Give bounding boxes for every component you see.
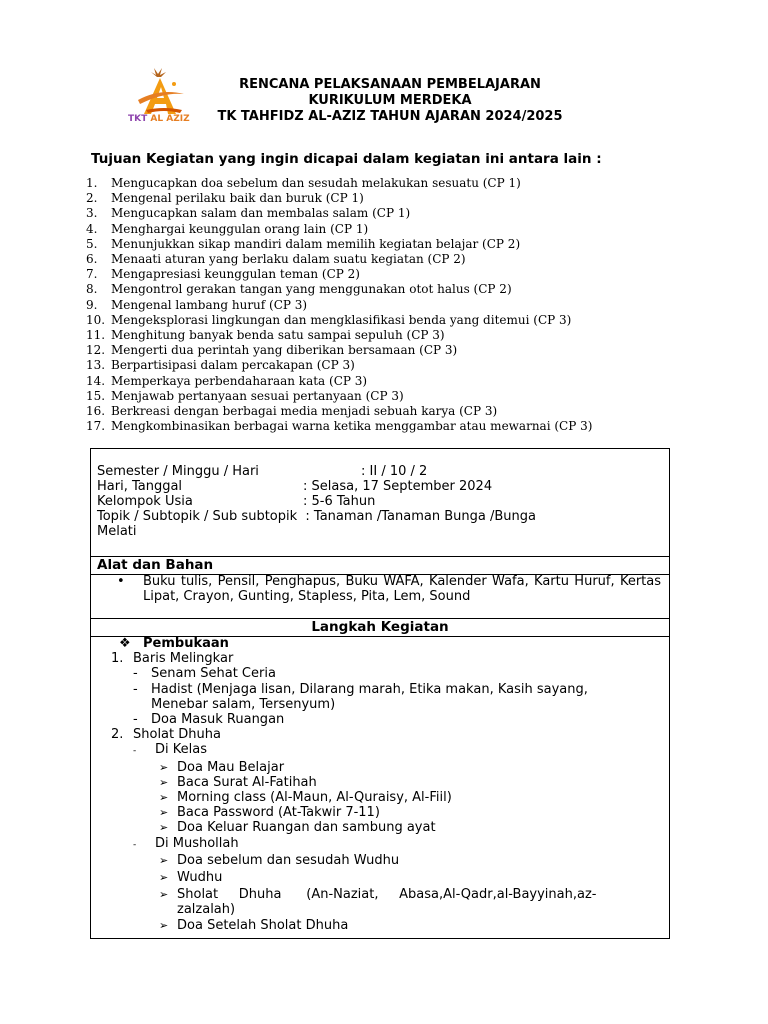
semester-label: Semester / Minggu / Hari xyxy=(97,464,259,479)
dash-bullet: - xyxy=(133,839,137,850)
step-1 xyxy=(91,651,669,666)
step-1a-label: Senam Sehat Ceria xyxy=(151,666,276,682)
mushollah-item-3-line-2: zalzalah) xyxy=(177,902,236,918)
goal-item xyxy=(86,206,592,221)
goal-number: 14. xyxy=(86,373,106,388)
step-1b-line-2: Menebar salam, Tersenyum) xyxy=(151,696,336,712)
kelas-row xyxy=(91,742,669,759)
goal-text: Mengucapkan salam dan membalas salam (CP 1) xyxy=(111,206,411,221)
kelas-item-1 xyxy=(91,760,669,775)
goals-heading: Tujuan Kegiatan yang ingin dicapai dalam kegiatan ini antara lain : xyxy=(91,151,602,167)
goal-number: 12. xyxy=(86,343,106,358)
goal-number: 7. xyxy=(86,267,98,282)
semester-row xyxy=(97,464,663,479)
arrow-bullet-icon: ➢ xyxy=(159,791,169,805)
step-1-label: Baris Melingkar xyxy=(133,651,234,667)
kelas-item-3-label: Morning class (Al-Maun, Al-Quraisy, Al-Fiil) xyxy=(177,790,452,806)
kelas-item-5-label: Doa Keluar Ruangan dan sambung ayat xyxy=(177,820,436,836)
arrow-bullet-icon: ➢ xyxy=(159,853,169,867)
semester-value: : II / 10 / 2 xyxy=(361,464,428,479)
mushollah-row xyxy=(91,836,669,853)
date-row xyxy=(97,479,663,494)
logo-text-alaziz: AL AZIZ xyxy=(150,114,190,124)
goal-number: 8. xyxy=(86,282,98,297)
mushollah-item-4 xyxy=(91,918,669,933)
goal-number: 9. xyxy=(86,297,98,312)
goal-item xyxy=(86,222,592,237)
age-value: : 5-6 Tahun xyxy=(303,494,376,509)
dash-bullet: - xyxy=(133,746,137,757)
kelas-item-1-label: Doa Mau Belajar xyxy=(177,759,285,775)
goal-number: 10. xyxy=(86,312,106,327)
goal-item xyxy=(86,237,592,252)
kelas-item-4 xyxy=(91,805,669,820)
goal-text: Memperkaya perbendaharaan kata (CP 3) xyxy=(111,373,368,388)
tools-text: Buku tulis, Pensil, Penghapus, Buku WAFA, Kalender Wafa, Kartu Huruf, Kertas Lipat, Crayon, Gunting, Stapless, Pita, Lem, Sound xyxy=(143,574,661,604)
goal-number: 4. xyxy=(86,221,98,236)
opening-row xyxy=(91,636,669,651)
goal-item xyxy=(86,404,592,419)
kelas-item-5 xyxy=(91,820,669,835)
step-1b xyxy=(91,682,669,697)
mushollah-item-3-cont xyxy=(91,902,669,917)
goal-number: 5. xyxy=(86,236,98,251)
goal-number: 17. xyxy=(86,419,106,434)
dash-bullet: - xyxy=(133,712,138,728)
goal-text: Mengerti dua perintah yang diberikan bersamaan (CP 3) xyxy=(111,343,458,358)
kelas-item-4-label: Baca Password (At-Takwir 7-11) xyxy=(177,805,380,821)
step-2-number: 2. xyxy=(111,727,124,743)
step-2 xyxy=(91,727,669,742)
step-1c-label: Doa Masuk Ruangan xyxy=(151,712,285,728)
goal-text: Mengontrol gerakan tangan yang menggunakan otot halus (CP 2) xyxy=(111,282,512,297)
goal-item xyxy=(86,343,592,358)
goal-text: Mengenal lambang huruf (CP 3) xyxy=(111,297,308,312)
logo-text-tkt: TKT xyxy=(128,114,148,124)
arrow-bullet-icon: ➢ xyxy=(159,871,169,885)
topic-line-1: Topik / Subtopik / Sub subtopik : Tanaman /Tanaman Bunga /Bunga xyxy=(97,509,536,524)
goal-item xyxy=(86,267,592,282)
dash-bullet: - xyxy=(133,681,138,697)
info-box xyxy=(90,448,670,557)
goal-item xyxy=(86,298,592,313)
mushollah-item-3 xyxy=(91,887,669,902)
goal-item xyxy=(86,313,592,328)
goal-item xyxy=(86,419,592,434)
date-label: Hari, Tanggal xyxy=(97,479,183,494)
goal-text: Berkreasi dengan berbagai media menjadi sebuah karya (CP 3) xyxy=(111,404,498,419)
tools-bullet: • xyxy=(117,574,125,589)
arrow-bullet-icon: ➢ xyxy=(159,806,169,820)
kelas-item-2 xyxy=(91,775,669,790)
mushollah-item-3-line-1: Sholat Dhuha (An-Naziat, Abasa,Al-Qadr,al-Bayyinah,az- xyxy=(177,887,597,903)
goal-number: 15. xyxy=(86,388,106,403)
step-1a xyxy=(91,666,669,681)
goal-number: 16. xyxy=(86,404,106,419)
kelas-item-3 xyxy=(91,790,669,805)
kelas-item-2-label: Baca Surat Al-Fatihah xyxy=(177,774,317,790)
goal-text: Menghargai keunggulan orang lain (CP 1) xyxy=(111,221,369,236)
goal-item xyxy=(86,374,592,389)
tools-box xyxy=(90,557,670,619)
mushollah-item-4-label: Doa Setelah Sholat Dhuha xyxy=(177,917,349,933)
step-1b-cont xyxy=(91,697,669,712)
goal-text: Berpartisipasi dalam percakapan (CP 3) xyxy=(111,358,355,373)
arrow-bullet-icon: ➢ xyxy=(159,760,169,774)
steps-heading: Langkah Kegiatan xyxy=(91,619,669,637)
date-value: : Selasa, 17 September 2024 xyxy=(303,479,493,494)
goal-item xyxy=(86,282,592,297)
mushollah-item-1 xyxy=(91,853,669,868)
goal-text: Mengeksplorasi lingkungan dan mengklasifikasi benda yang ditemui (CP 3) xyxy=(111,312,572,327)
arrow-bullet-icon: ➢ xyxy=(159,775,169,789)
steps-box xyxy=(90,619,670,939)
topic-line-2: Melati xyxy=(97,524,137,539)
arrow-bullet-icon: ➢ xyxy=(159,918,169,932)
arrow-bullet-icon: ➢ xyxy=(159,888,169,902)
goal-item xyxy=(86,176,592,191)
age-label: Kelompok Usia xyxy=(97,494,193,509)
goal-number: 1. xyxy=(86,176,98,190)
step-1-number: 1. xyxy=(111,651,124,667)
opening-label: Pembukaan xyxy=(143,636,229,651)
title-line-2: KURIKULUM MERDEKA xyxy=(308,93,472,108)
goal-number: 11. xyxy=(86,328,106,343)
goals-list xyxy=(86,176,592,434)
tools-heading: Alat dan Bahan xyxy=(91,557,669,575)
goal-item xyxy=(86,252,592,267)
goal-text: Menjawab pertanyaan sesuai pertanyaan (CP 3) xyxy=(111,388,404,403)
title-line-3: TK TAHFIDZ AL-AZIZ TAHUN AJARAN 2024/2025 xyxy=(217,109,563,124)
mushollah-item-1-label: Doa sebelum dan sesudah Wudhu xyxy=(177,852,400,868)
step-2-label: Sholat Dhuha xyxy=(133,727,221,743)
kelas-label: Di Kelas xyxy=(155,742,207,758)
mushollah-item-2-label: Wudhu xyxy=(177,870,223,886)
goal-text: Menghitung banyak benda satu sampai sepuluh (CP 3) xyxy=(111,328,445,343)
step-1b-line-1: Hadist (Menjaga lisan, Dilarang marah, Etika makan, Kasih sayang, xyxy=(151,681,588,697)
goal-text: Menunjukkan sikap mandiri dalam memilih kegiatan belajar (CP 2) xyxy=(111,236,521,251)
goal-text: Mengenal perilaku baik dan buruk (CP 1) xyxy=(111,191,364,206)
goal-text: Mengkombinasikan berbagai warna ketika menggambar atau mewarnai (CP 3) xyxy=(111,419,593,434)
age-row xyxy=(97,494,663,509)
step-1c xyxy=(91,712,669,727)
goal-item xyxy=(86,389,592,404)
title-line-1: RENCANA PELAKSANAAN PEMBELAJARAN xyxy=(239,77,541,92)
goal-number: 2. xyxy=(86,191,98,206)
goal-item xyxy=(86,328,592,343)
mushollah-label: Di Mushollah xyxy=(155,835,239,851)
goal-text: Mengapresiasi keunggulan teman (CP 2) xyxy=(111,267,360,282)
diamond-bullet-icon: ❖ xyxy=(119,636,131,651)
goal-item xyxy=(86,358,592,373)
goal-number: 13. xyxy=(86,358,106,373)
goal-text: Mengucapkan doa sebelum dan sesudah melakukan sesuatu (CP 1) xyxy=(111,176,521,190)
goal-text: Menaati aturan yang berlaku dalam suatu kegiatan (CP 2) xyxy=(111,252,466,267)
mushollah-item-2 xyxy=(91,870,669,885)
document-header xyxy=(180,77,600,125)
goal-number: 3. xyxy=(86,206,98,221)
dash-bullet: - xyxy=(133,666,138,682)
arrow-bullet-icon: ➢ xyxy=(159,821,169,835)
goal-number: 6. xyxy=(86,252,98,267)
goal-item xyxy=(86,191,592,206)
